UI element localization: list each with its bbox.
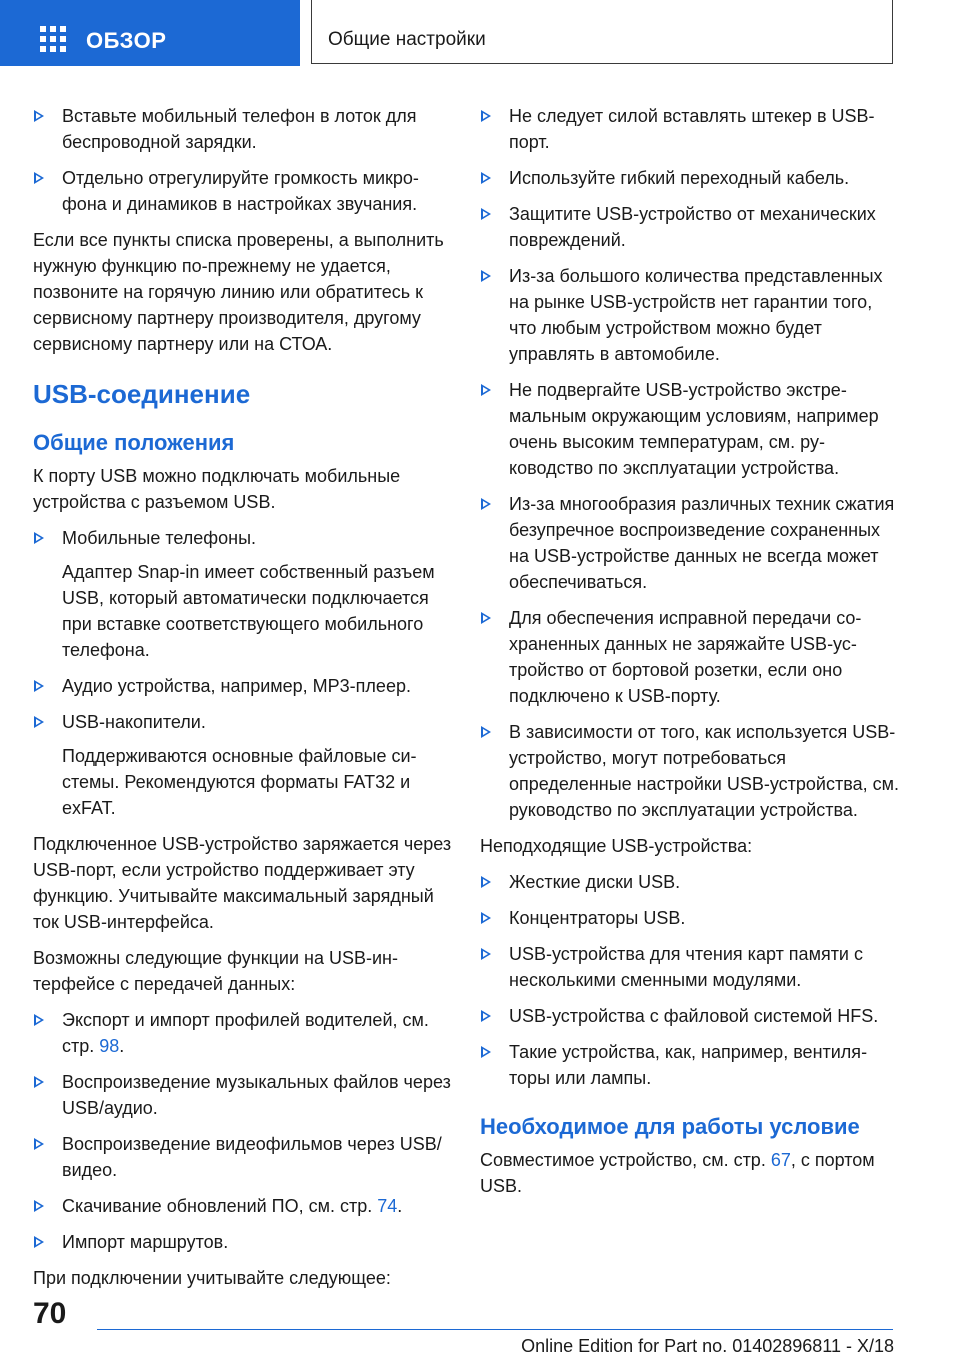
- paragraph: При подключении учитывайте следующее:: [33, 1268, 391, 1288]
- list-item-text: USB-устройства для чтения карт памяти с несколькими сменными модулями.: [509, 944, 863, 990]
- list-item: [480, 1039, 900, 1091]
- paragraph: [480, 1147, 900, 1199]
- triangle-bullet-icon: [481, 172, 491, 184]
- triangle-bullet-icon: [481, 612, 491, 624]
- section-heading: USB-соединение: [33, 379, 251, 409]
- list-item: [480, 869, 900, 895]
- list-item: [33, 709, 453, 735]
- list-item: [480, 103, 900, 155]
- triangle-bullet-icon: [34, 110, 44, 122]
- list-item-text: Аудио устройства, например, MP3-плеер.: [62, 676, 411, 696]
- triangle-bullet-icon: [34, 1076, 44, 1088]
- triangle-bullet-icon: [34, 1236, 44, 1248]
- footer-edition: Online Edition for Part no. 01402896811 - X/18: [521, 1336, 894, 1356]
- paragraph: К порту USB можно подключать мобильные устройства с разъемом USB.: [33, 466, 401, 512]
- triangle-bullet-icon: [481, 208, 491, 220]
- footer-divider: [97, 1329, 893, 1330]
- paragraph: Возможны следующие функции на USB-интерфейсе с передачей данных:: [33, 948, 398, 994]
- list-item-text: Используйте гибкий переходный кабель.: [509, 168, 850, 188]
- triangle-bullet-icon: [481, 876, 491, 888]
- triangle-bullet-icon: [34, 532, 44, 544]
- list-item-detail: Поддерживаются основные файловые системы. Рекомендуются форматы FAT32 и exFAT.: [62, 746, 417, 818]
- triangle-bullet-icon: [481, 948, 491, 960]
- paragraph-text-end: , с портом USB.: [480, 1150, 875, 1196]
- list-item-text-end: .: [397, 1196, 403, 1216]
- paragraph: Неподходящие USB-устройства:: [480, 836, 753, 856]
- list-item-text: Не следует силой вставлять штекер в USB-порт.: [509, 106, 875, 152]
- list-item: [480, 263, 900, 367]
- triangle-bullet-icon: [34, 1014, 44, 1026]
- right-column: [480, 103, 900, 1209]
- paragraph: Если все пункты списка проверены, а выполнить нужную функцию по-прежнему не удается, позвоните на горячую линию или обратитесь к сервисному партнеру производителя, другому сервисному партнеру или на СТОА.: [33, 230, 444, 354]
- list-item-text: Концентраторы USB.: [509, 908, 686, 928]
- list-item-detail: Адаптер Snap-in имеет собственный разъем USB, который автоматически подключается при вставке соответствующего мобильного телефона.: [62, 562, 435, 660]
- list-item: [33, 1131, 453, 1183]
- list-item: [33, 1069, 453, 1121]
- triangle-bullet-icon: [481, 498, 491, 510]
- page-header: [0, 0, 960, 66]
- list-item: [33, 103, 453, 155]
- section-title: Общие настройки: [328, 29, 486, 50]
- list-item-text: Воспроизведение музыкальных файлов через USB/аудио.: [62, 1072, 451, 1118]
- triangle-bullet-icon: [34, 716, 44, 728]
- list-item: [480, 905, 900, 931]
- list-item-text: Не подвергайте USB-устройство экстремальным окружающим условиям, например очень высоким температурам, см. руководство по эксплуатации устройства.: [509, 380, 879, 478]
- list-item-text: Импорт маршрутов.: [62, 1232, 229, 1252]
- subsection-heading: Необходимое для работы условие: [480, 1114, 860, 1139]
- list-item-text: Мобильные телефоны.: [62, 528, 257, 548]
- left-column: [33, 103, 453, 1301]
- triangle-bullet-icon: [481, 270, 491, 282]
- list-item: [480, 719, 900, 823]
- list-item: [480, 1003, 900, 1029]
- list-item-text: Скачивание обновлений ПО, см. стр.: [62, 1196, 378, 1216]
- triangle-bullet-icon: [481, 912, 491, 924]
- list-item-text: Защитите USB-устройство от механических повреждений.: [509, 204, 876, 250]
- list-item: [480, 201, 900, 253]
- triangle-bullet-icon: [481, 384, 491, 396]
- paragraph: Подключенное USB-устройство заряжается через USB-порт, если устройство поддерживает эту функцию. Учитывайте максимальный зарядный ток USB-интерфейса.: [33, 834, 452, 932]
- triangle-bullet-icon: [481, 1010, 491, 1022]
- list-item: [480, 377, 900, 481]
- list-item: [33, 1229, 453, 1255]
- list-item: [480, 165, 900, 191]
- page-link-74[interactable]: 74: [377, 1196, 398, 1216]
- list-item-text: USB-устройства с файловой системой HFS.: [509, 1006, 879, 1026]
- list-item-text: USB-накопители.: [62, 712, 206, 732]
- list-item-text: Вставьте мобильный телефон в лоток для беспроводной зарядки.: [62, 106, 417, 152]
- overview-nav-button[interactable]: [0, 0, 300, 66]
- list-item-text: Экспорт и импорт профилей водителей, см. стр.: [62, 1010, 429, 1056]
- list-item: [33, 1007, 453, 1059]
- triangle-bullet-icon: [481, 1046, 491, 1058]
- list-item-text-end: .: [119, 1036, 125, 1056]
- list-item: [33, 673, 453, 699]
- section-title-box: [311, 0, 893, 64]
- list-item-text: Из-за большого количества представленных на рынке USB-устройств нет гарантии того, что любым устройством можно будет управлять в автомобиле.: [509, 266, 883, 364]
- page-link-67[interactable]: 67: [770, 1150, 791, 1170]
- list-item-text: Для обеспечения исправной передачи сохраненных данных не заряжайте USB-устройство от бортовой розетки, если оно подключено к USB-порту.: [509, 608, 862, 706]
- paragraph-text: Совместимое устройство, см. стр.: [480, 1150, 771, 1170]
- triangle-bullet-icon: [481, 110, 491, 122]
- page-link-98[interactable]: 98: [99, 1036, 120, 1056]
- list-item-text: Из-за многообразия различных техник сжатия безупречное воспроизведение сохраненных на USB-устройстве данных не всегда может обеспечиваться.: [509, 494, 895, 592]
- triangle-bullet-icon: [34, 680, 44, 692]
- list-item: [33, 1193, 453, 1219]
- triangle-bullet-icon: [34, 172, 44, 184]
- list-item-text: В зависимости от того, как используется USB-устройство, могут потребоваться определенные настройки USB-устройства, см. руководство по эксплуатации устройства.: [509, 722, 899, 820]
- triangle-bullet-icon: [34, 1200, 44, 1212]
- list-item-text: Отдельно отрегулируйте громкость микрофона и динамиков в настройках звучания.: [62, 168, 419, 214]
- list-item-text: Воспроизведение видеофильмов через USB/видео.: [62, 1134, 442, 1180]
- overview-nav-label: ОБЗОР: [86, 28, 167, 53]
- list-item: [33, 165, 453, 217]
- triangle-bullet-icon: [34, 1138, 44, 1150]
- grid-menu-icon: [40, 26, 66, 52]
- list-item: [480, 605, 900, 709]
- list-item: [480, 941, 900, 993]
- subsection-heading: Общие положения: [33, 430, 235, 455]
- page-number: 70: [33, 1297, 67, 1330]
- triangle-bullet-icon: [481, 726, 491, 738]
- list-item-text: Такие устройства, как, например, вентиляторы или лампы.: [509, 1042, 868, 1088]
- list-item: [33, 525, 453, 551]
- list-item-text: Жесткие диски USB.: [509, 872, 681, 892]
- list-item: [480, 491, 900, 595]
